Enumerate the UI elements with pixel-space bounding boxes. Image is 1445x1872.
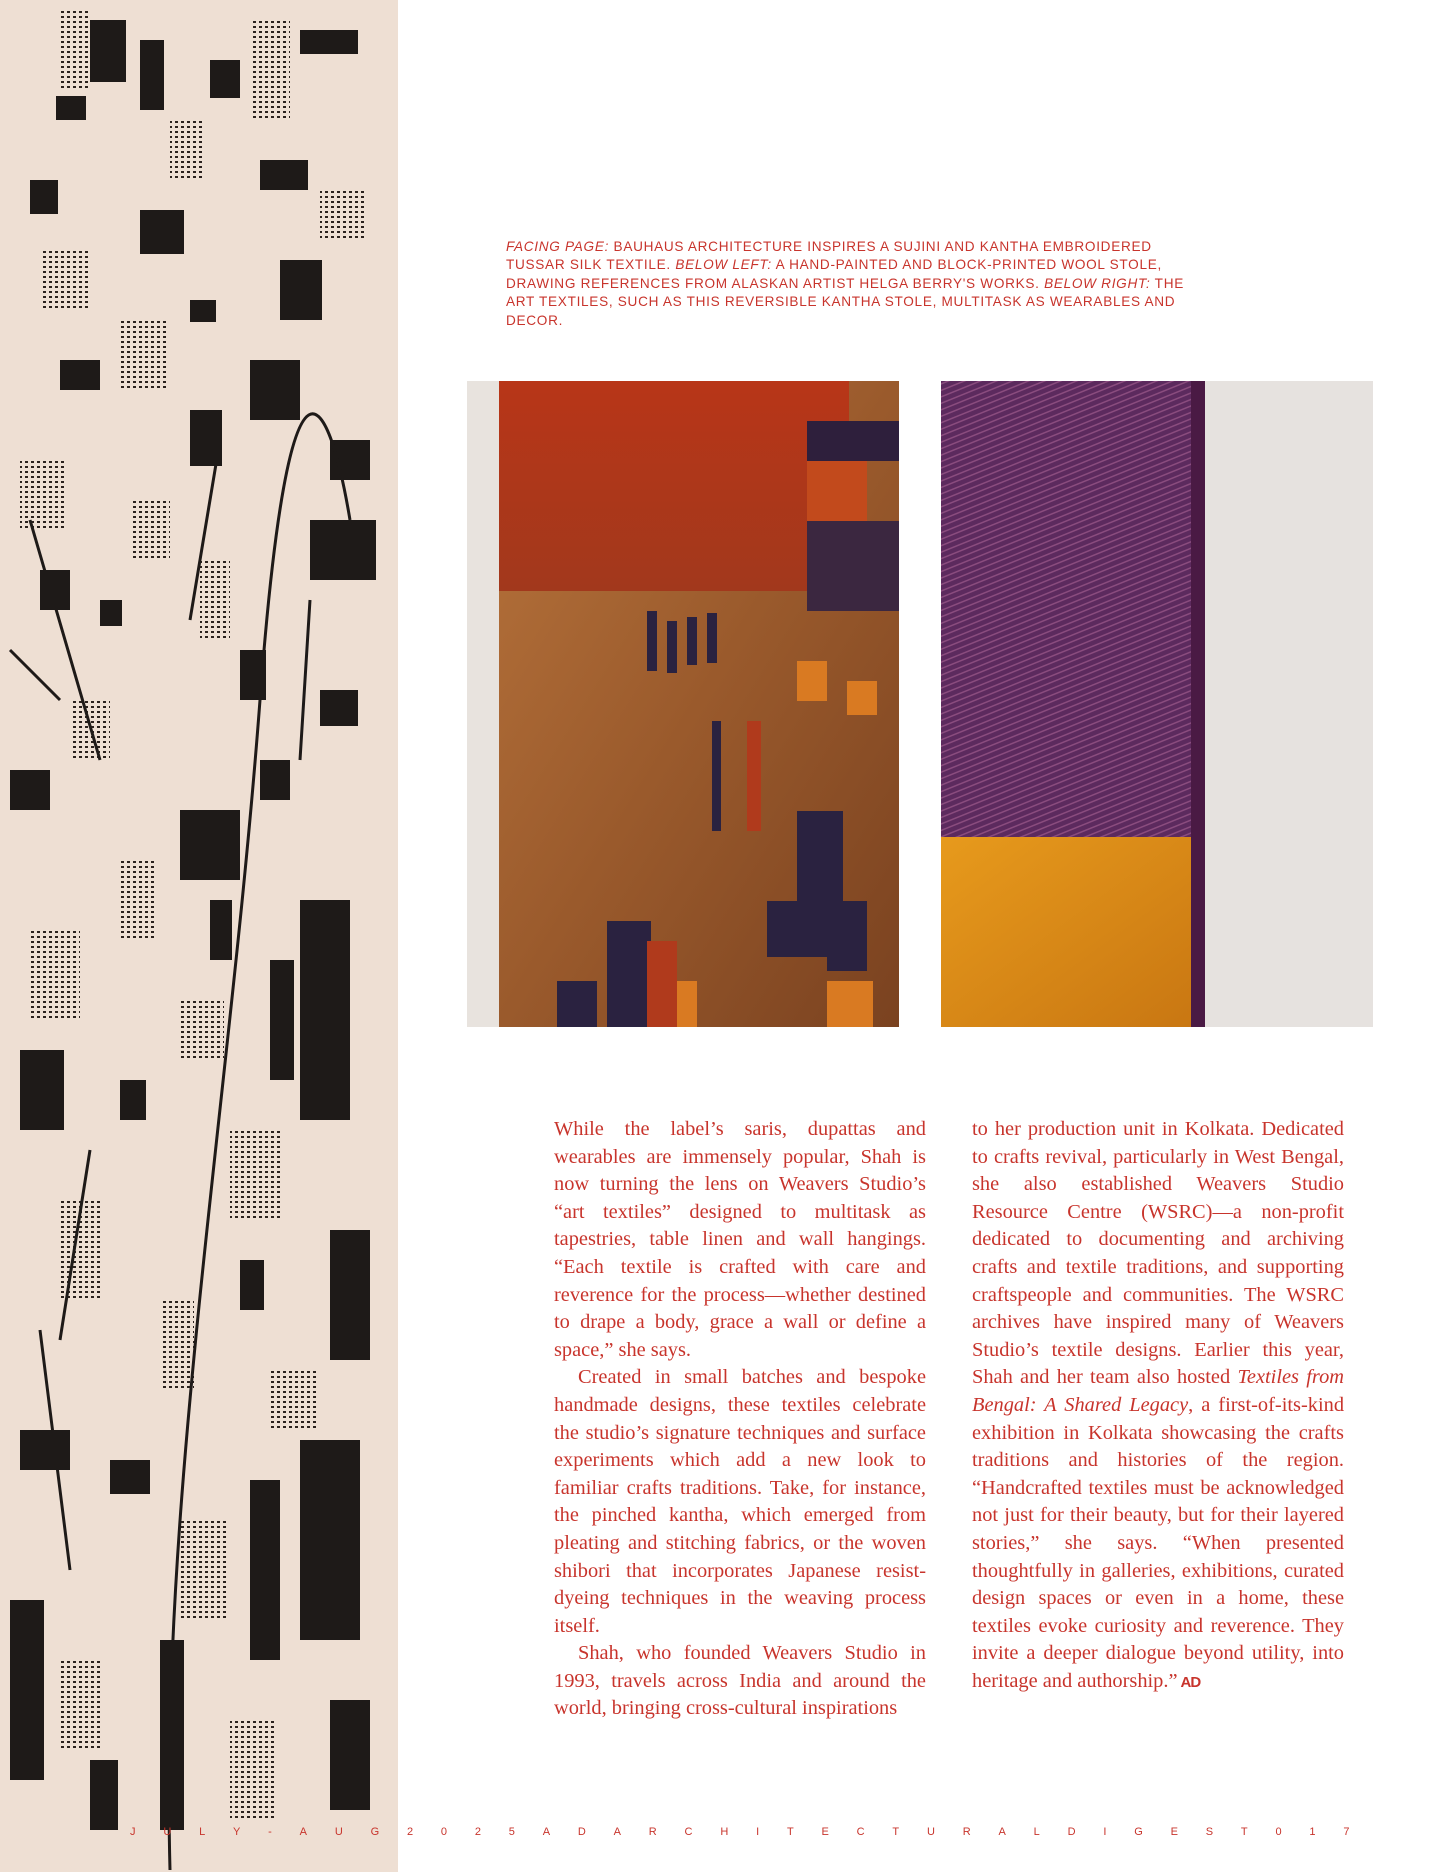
body-text-part-a: to her production unit in Kolkata. Dedicated to crafts revival, particularly in West Bengal, she also established Weavers Studio Resource Centre (WSRC)—a non-profit dedicated to documenting and archiving crafts and textile traditions, and supporting craftspeople and communities. The WSRC archives have inspired many of Weavers Studio’s textile designs. Earlier this year, Shah and her team also hosted [972,1118,1344,1389]
body-paragraph-2: Created in small batches and bespoke handmade designs, these textiles celebrate the studio’s signature techniques and surface experiments which add a new look to familiar crafts traditions. Take, for instance, the pinched kantha, which emerged from pleating and stitching fabrics, or the woven shibori that incorporates Japanese resist-dyeing techniques in the weaving process itself. [554,1366,926,1637]
folio-line [130,1826,1350,1838]
folio-char: A [998,1826,1006,1838]
folio-char: J [130,1826,136,1838]
folio-char: 7 [1343,1826,1350,1838]
caption-right-label: BELOW RIGHT: [1044,275,1151,291]
folio-char: S [1205,1826,1214,1838]
folio-char: A [613,1826,621,1838]
folio-char: 1 [1309,1826,1316,1838]
folio-char: A [299,1826,307,1838]
folio-char: A [542,1826,551,1838]
caption-facing-text: BAUHAUS ARCHITECTURE INSPIRES A SUJINI AND KANTHA EMBROIDERED TUSSAR SILK TEXTILE. [506,239,1152,273]
caption-left-text: A HAND-PAINTED AND BLOCK-PRINTED WOOL STOLE, DRAWING REFERENCES FROM ALASKAN ARTIST HELGA BERRY'S WORKS. [506,257,1162,291]
folio-char: T [1240,1826,1248,1838]
photo-caption [506,238,1206,330]
folio-char: I [1103,1826,1107,1838]
folio-char: I [756,1826,760,1838]
folio-char: L [1033,1826,1040,1838]
exhibition-title: Textiles from Bengal: A Shared Legacy [972,1366,1344,1416]
folio-char: H [720,1826,729,1838]
body-paragraph-3: Shah, who founded Weavers Studio in 1993, travels across India and around the world, bringing cross-cultural inspirations [554,1642,926,1720]
body-paragraph-4 [972,1116,1344,1696]
folio-char: 2 [474,1826,481,1838]
folio-char: D [1067,1826,1076,1838]
folio-char: R [648,1826,657,1838]
folio-char: E [1170,1826,1178,1838]
folio-char: R [962,1826,971,1838]
folio-char: 2 [406,1826,414,1838]
folio-char: 5 [508,1826,515,1838]
caption-facing-label: FACING PAGE: [506,239,610,254]
folio-char: Y [233,1826,241,1838]
caption-left-label: BELOW LEFT: [675,257,772,273]
folio-char: C [856,1826,865,1838]
folio-char: U [163,1826,172,1838]
kantha-embroidery-artwork [0,0,398,1872]
left-textile-image [0,0,398,1872]
body-text-part-b: , a first-of-its-kind exhibition in Kolkata showcasing the crafts traditions and histories of the region. “Handcrafted textiles must be acknowledged not just for their beauty, but for their layered stories,” she says. “When presented thoughtfully in galleries, exhibitions, curated design spaces or even in a home, these textiles evoke curiosity and reverence. They invite a deeper dialogue beyond utility, into heritage and authorship.” [972,1393,1345,1692]
folio-char: U [334,1826,343,1838]
folio-char: D [577,1826,586,1838]
body-column-1 [554,1116,926,1723]
folio-char: T [786,1826,794,1838]
folio-char: - [268,1826,272,1838]
kantha-stole-photo [941,381,1373,1027]
ad-end-mark: AD [1180,1673,1201,1691]
folio-char: 0 [440,1826,448,1838]
folio-char: 0 [1275,1826,1282,1838]
folio-char: L [199,1826,206,1838]
folio-char: C [684,1826,693,1838]
caption-right-text: THE ART TEXTILES, SUCH AS THIS REVERSIBLE KANTHA STOLE, MULTITASK AS WEARABLES AND DECOR. [506,275,1184,328]
body-column-2 [972,1116,1344,1696]
folio-char: T [892,1826,900,1838]
folio-char: G [1134,1826,1143,1838]
body-paragraph-1: While the label’s saris, dupattas and wearables are immensely popular, Shah is now turning the lens on Weavers Studio’s “art textiles” designed to multitask as tapestries, table linen and wall hangings. “Each textile is crafted with care and reverence for the process—whether destined to drape a body, grace a wall or define a space,” she says. [554,1118,926,1361]
folio-char: U [926,1826,935,1838]
folio-char: G [370,1826,380,1838]
wool-stole-photo [467,381,899,1027]
folio-char: E [821,1826,829,1838]
